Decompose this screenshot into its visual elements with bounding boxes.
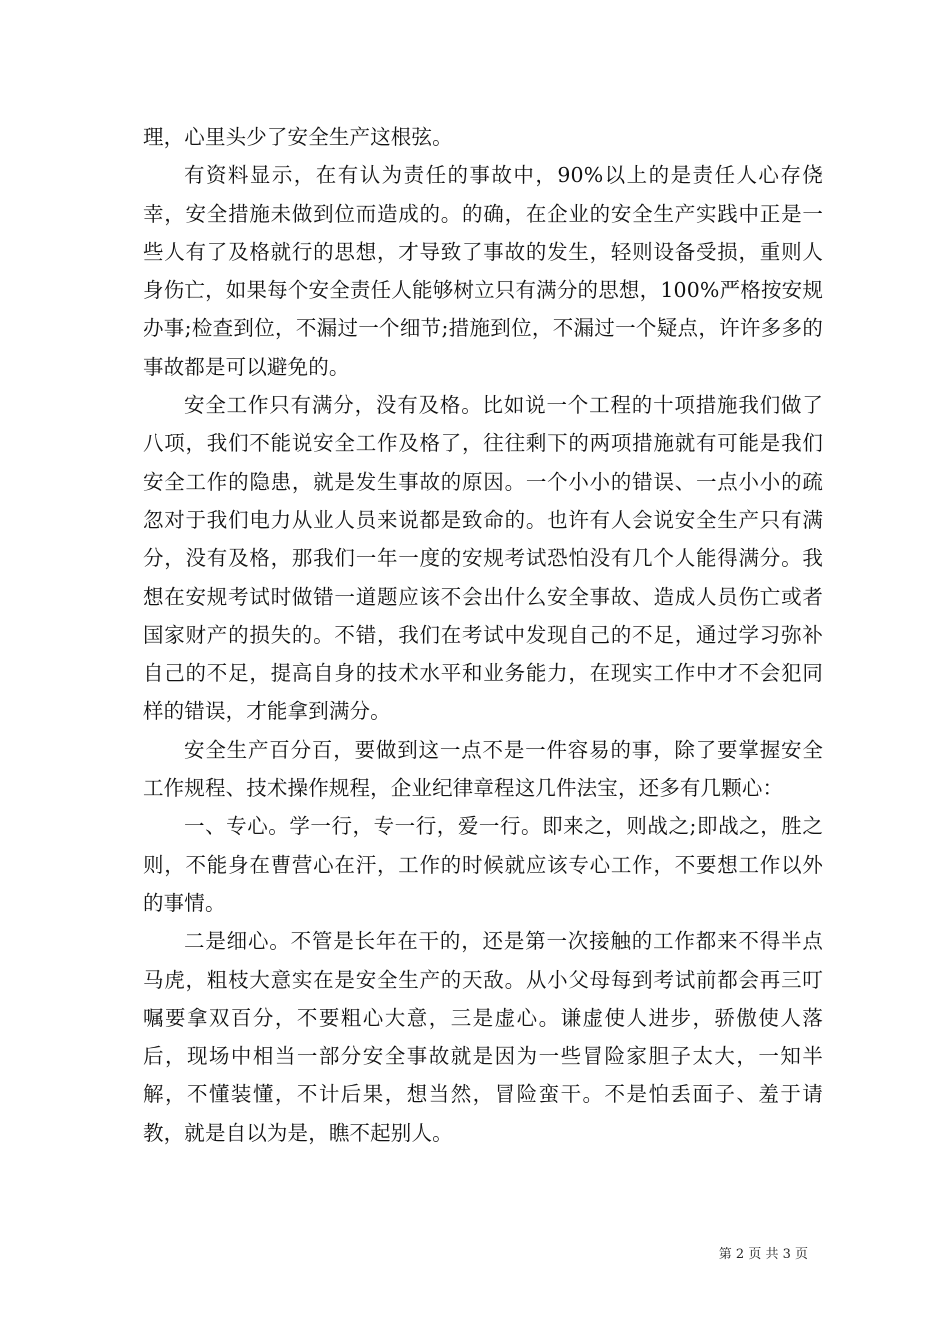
paragraph-safety-hundred-percent: 安全生产百分百，要做到这一点不是一件容易的事，除了要掌握安全工作规程、技术操作规程，企业纪律章程这几件法宝，还多有几颗心： [143,737,823,801]
paragraph-focus: 一、专心。学一行，专一行，爱一行。即来之，则战之;即战之，胜之则，不能身在曹营心在汗，工作的时候就应该专心工作，不要想工作以外的事情。 [143,814,823,915]
paragraph-continuation: 理，心里头少了安全生产这根弦。 [143,125,453,149]
page-number: 第 2 页 共 3 页 [718,1247,808,1262]
paragraph-accident-statistics: 有资料显示，在有认为责任的事故中，90%以上的是责任人心存侥幸，安全措施未做到位而造成的。的确，在企业的安全生产实践中正是一些人有了及格就行的思想，才导致了事故的发生，轻则设备受损，重则人身伤亡，如果每个安全责任人能够树立只有满分的思想，100%严格按安规办事;检查到位，不漏过一个细节;措施到位，不漏过一个疑点，许许多多的事故都是可以避免的。 [143,163,823,379]
paragraph-carefulness: 二是细心。不管是长年在干的，还是第一次接触的工作都来不得半点马虎，粗枝大意实在是安全生产的天敌。从小父母每到考试前都会再三叮嘱要拿双百分，不要粗心大意，三是虚心。谦虚使人进步，骄傲使人落后，现场中相当一部分安全事故就是因为一些冒险家胆子太大，一知半解，不懂装懂，不计后果，想当然，冒险蛮干。不是怕丢面子、羞于请教，就是自以为是，瞧不起别人。 [143,929,823,1145]
document-body [143,118,823,1152]
paragraph-full-marks: 安全工作只有满分，没有及格。比如说一个工程的十项措施我们做了八项，我们不能说安全工作及格了，往往剩下的两项措施就有可能是我们安全工作的隐患，就是发生事故的原因。一个小小的错误、一点小小的疏忽对于我们电力从业人员来说都是致命的。也许有人会说安全生产只有满分，没有及格，那我们一年一度的安规考试恐怕没有几个人能得满分。我想在安规考试时做错一道题应该不会出什么安全事故、造成人员伤亡或者国家财产的损失的。不错，我们在考试中发现自己的不足，通过学习弥补自己的不足，提高自身的技术水平和业务能力，在现实工作中才不会犯同样的错误，才能拿到满分。 [143,393,823,724]
